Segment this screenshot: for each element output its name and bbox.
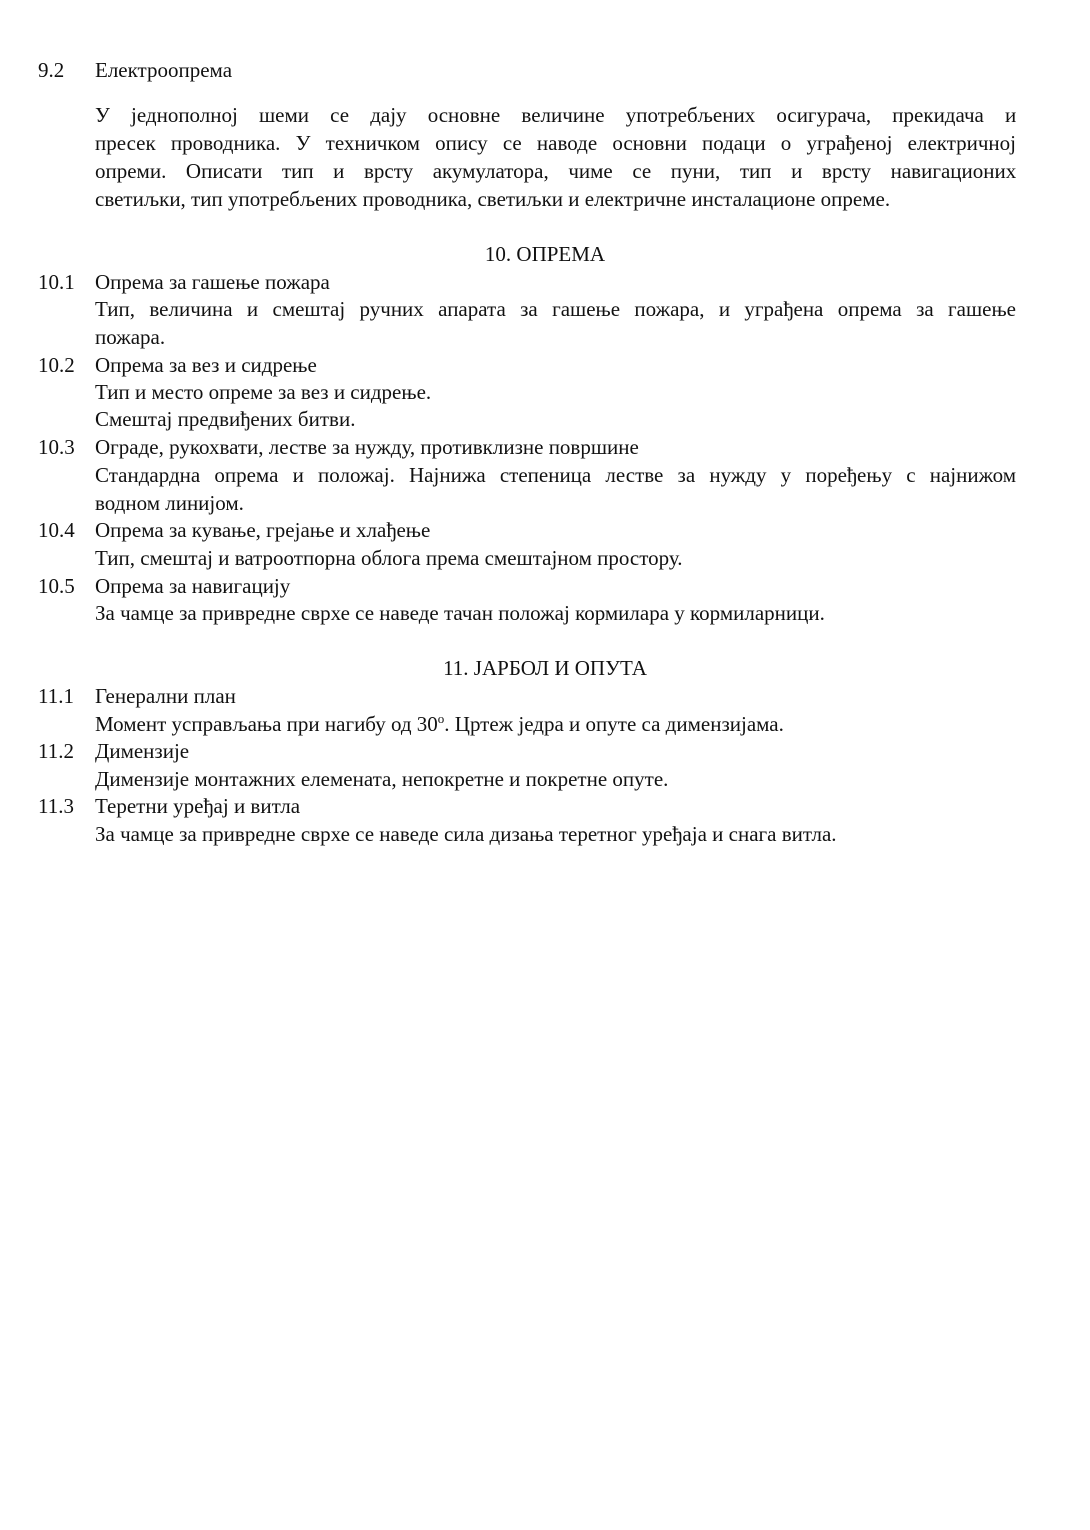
item-number: 10.5 [38, 574, 75, 598]
paragraph-line: пресек проводника. У техничком опису се наводе основни подаци о уграђеној електричној [95, 131, 1016, 155]
chapter-heading: 11. ЈАРБОЛ И ОПУТА [443, 656, 647, 680]
section-title: Електроопрема [95, 58, 233, 82]
item-number: 10.4 [38, 518, 75, 542]
item-number: 10.3 [38, 435, 75, 459]
degree-superscript: o [437, 711, 445, 726]
paragraph-line: У једнополној шеми се дају основне величине употребљених осигурача, прекидача и [95, 103, 1017, 127]
item-title: Генерални план [95, 684, 236, 708]
item-text: Тип, величина и смештај ручних апарата за гашење пожара, и уграђена опрема за гашење [95, 297, 1016, 321]
item-text: За чамце за привредне сврхе се наведе тачан положај кормилара у кормиларници. [95, 601, 825, 625]
item-title: Димензије [95, 739, 190, 763]
paragraph-line: опреми. Описати тип и врсту акумулатора, чиме се пуни, тип и врсту навигационих [95, 159, 1017, 183]
paragraph-line: светиљки, тип употребљених проводника, светиљки и електричне инсталационе опреме. [95, 187, 891, 211]
item-text: За чамце за привредне сврхе се наведе сила дизања теретног уређаја и снага витла. [95, 822, 837, 846]
item-text: водном линијом. [95, 491, 244, 515]
item-title: Опрема за вез и сидрење [95, 353, 317, 377]
item-text: Тип, смештај и ватроотпорна облога према смештајном простору. [95, 546, 683, 570]
item-title: Опрема за навигацију [95, 574, 291, 598]
item-text-part: Момент усправљања при нагибу од 30 [95, 712, 438, 736]
item-text: Димензије монтажних елемената, непокретне и покретне опуте. [95, 767, 669, 791]
item-text: Смештај предвиђених битви. [95, 407, 356, 431]
item-number: 10.2 [38, 353, 75, 377]
item-text: Стандардна опрема и положај. Најнижа степеница лестве за нужду у поређењу с најнижом [95, 463, 1016, 487]
item-number: 11.2 [38, 739, 74, 763]
section-number: 9.2 [38, 58, 65, 82]
item-text [95, 711, 784, 738]
item-text: Тип и место опреме за вез и сидрење. [95, 380, 432, 404]
chapter-heading: 10. ОПРЕМА [484, 242, 606, 266]
item-text-part: . Цртеж једра и опуте са димензијама. [444, 712, 784, 736]
item-text: пожара. [95, 325, 166, 349]
item-title: Теретни уређај и витла [95, 794, 301, 818]
item-title: Ограде, рукохвати, лестве за нужду, противклизне површине [95, 435, 639, 459]
item-number: 11.3 [38, 794, 74, 818]
item-title: Опрема за кување, грејање и хлађење [95, 518, 431, 542]
item-number: 10.1 [38, 270, 75, 294]
item-number: 11.1 [38, 684, 74, 708]
item-title: Опрема за гашење пожара [95, 270, 330, 294]
